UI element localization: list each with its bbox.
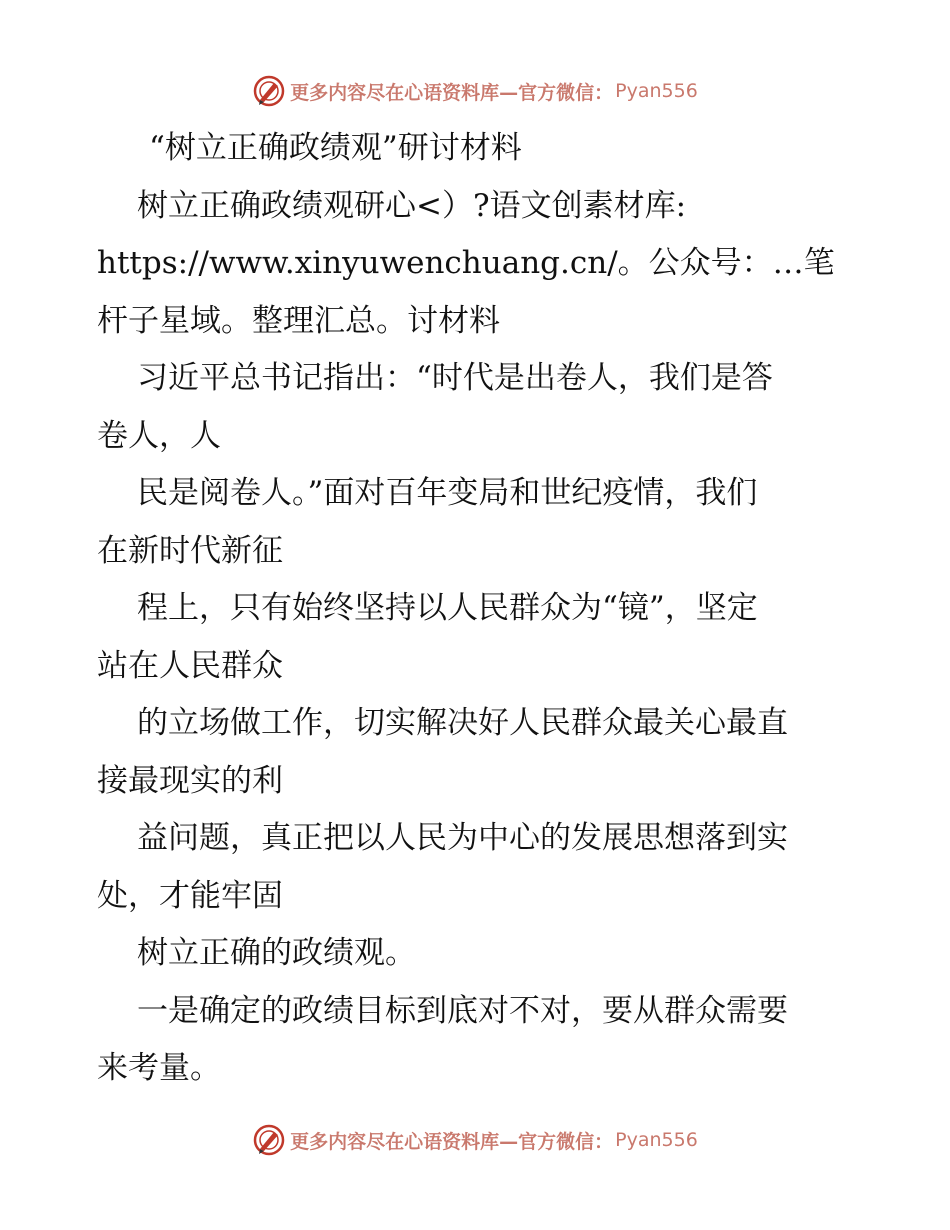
text-line: 树立正确的政绩观。: [137, 935, 416, 971]
text-line: 程上，只有始终坚持以人民群众为“镜”，坚定: [137, 590, 758, 626]
text-line: 站在人民群众: [97, 647, 283, 684]
document-body: [97, 120, 877, 1098]
footer-banner: [0, 1120, 950, 1160]
text-line: https://www.xinyuwenchuang.cn/。公众号：…笔: [97, 245, 835, 281]
text-line: 杆子星域。整理汇总。讨材料: [97, 302, 500, 339]
text-line: 的立场做工作，切实解决好人民群众最关心最直: [137, 705, 788, 741]
text-line: 树立正确政绩观研心<）?语文创素材库:: [137, 187, 687, 224]
text-line: 一是确定的政绩目标到底对不对，要从群众需要: [137, 992, 788, 1029]
text-line: 接最现实的利: [97, 762, 283, 799]
text-line: 在新时代新征: [97, 532, 283, 569]
text-line: 处，才能牢固: [97, 877, 283, 914]
banner-text: 更多内容尽在心语资料库—官方微信：: [290, 81, 614, 104]
text-line: 来考量。: [97, 1050, 221, 1086]
quill-logo-icon: [252, 74, 286, 108]
text-line: 益问题，真正把以人民为中心的发展思想落到实: [137, 820, 788, 856]
banner-wechat-id: Pyan556: [615, 1129, 698, 1151]
banner-wechat-id: Pyan556: [615, 80, 698, 102]
quill-logo-icon: [252, 1123, 286, 1157]
banner-text: 更多内容尽在心语资料库—官方微信：: [290, 1130, 614, 1153]
text-line: 卷人，人: [97, 417, 221, 454]
text-line: 习近平总书记指出：“时代是出卷人，我们是答: [137, 360, 773, 396]
header-banner: [0, 71, 950, 111]
document-title: “树立正确政绩观”研讨材料: [149, 130, 522, 166]
text-line: 民是阅卷人。”面对百年变局和世纪疫情，我们: [137, 475, 758, 511]
